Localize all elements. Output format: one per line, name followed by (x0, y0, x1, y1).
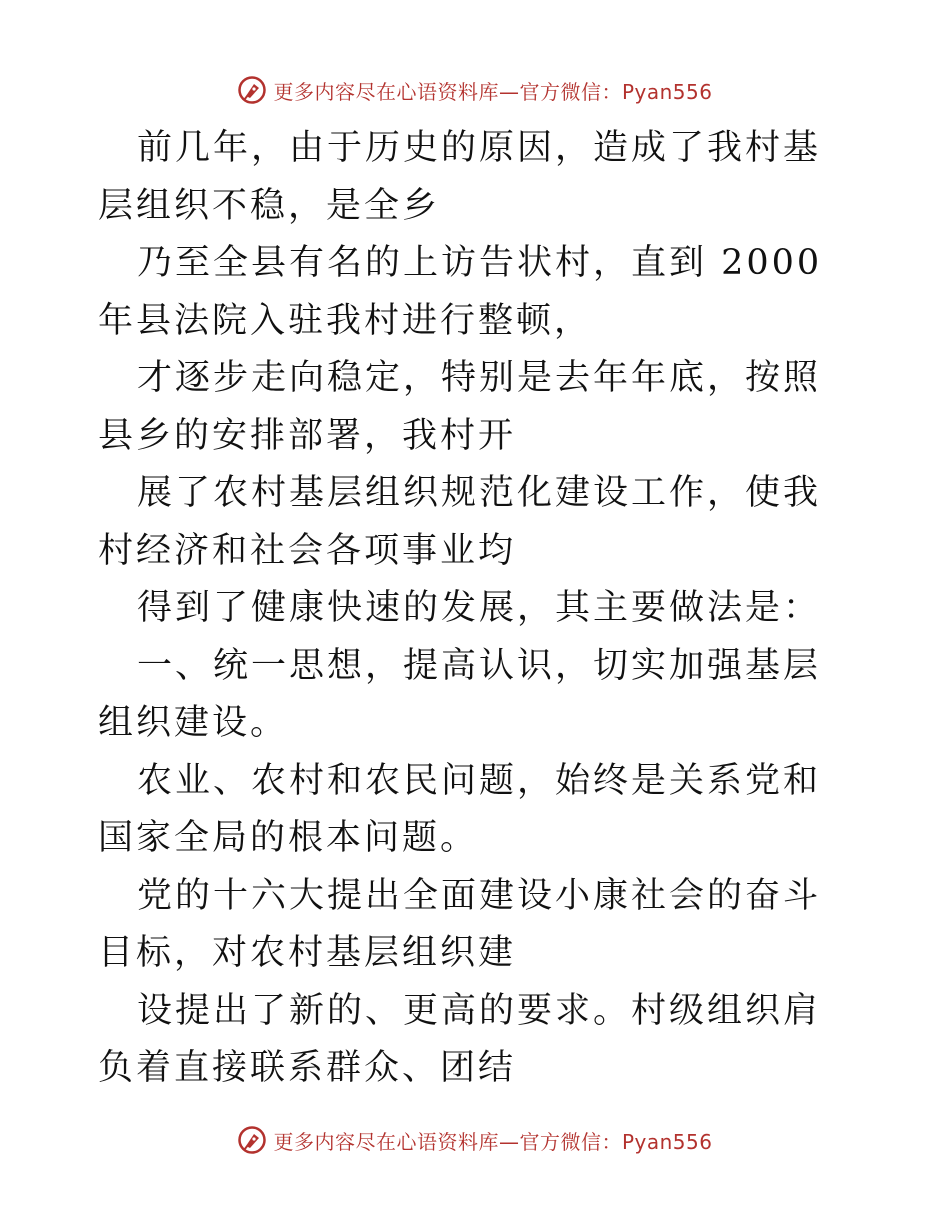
paragraph: 前几年，由于历史的原因，造成了我村基层组织不稳，是全乡 (98, 128, 822, 226)
paragraph: 乃至全县有名的上访告状村，直到 2000 年县法院入驻我村进行整顿， (98, 243, 823, 341)
paragraph: 才逐步走向稳定，特别是去年年底，按照县乡的安排部署，我村开 (98, 358, 822, 456)
paragraph: 党的十六大提出全面建设小康社会的奋斗目标，对农村基层组织建 (98, 875, 822, 973)
header-banner (0, 70, 950, 110)
footer-banner (0, 1120, 950, 1160)
paragraph: 一、统一思想，提高认识，切实加强基层组织建设。 (98, 645, 822, 743)
pen-nib-logo-icon (237, 1125, 267, 1155)
footer-banner-text: 更多内容尽在心语资料库—官方微信：Pyan556 (273, 1129, 713, 1154)
paragraph: 展了农村基层组织规范化建设工作，使我村经济和社会各项事业均 (98, 473, 822, 571)
paragraph: 农业、农村和农民问题，始终是关系党和国家全局的根本问题。 (98, 760, 822, 858)
pen-nib-logo-icon (237, 75, 267, 105)
document-body (98, 120, 858, 1098)
header-banner-text: 更多内容尽在心语资料库—官方微信：Pyan556 (273, 79, 713, 104)
paragraph: 设提出了新的、更高的要求。村级组织肩负着直接联系群众、团结 (98, 990, 822, 1088)
paragraph: 得到了健康快速的发展，其主要做法是： (137, 588, 822, 628)
